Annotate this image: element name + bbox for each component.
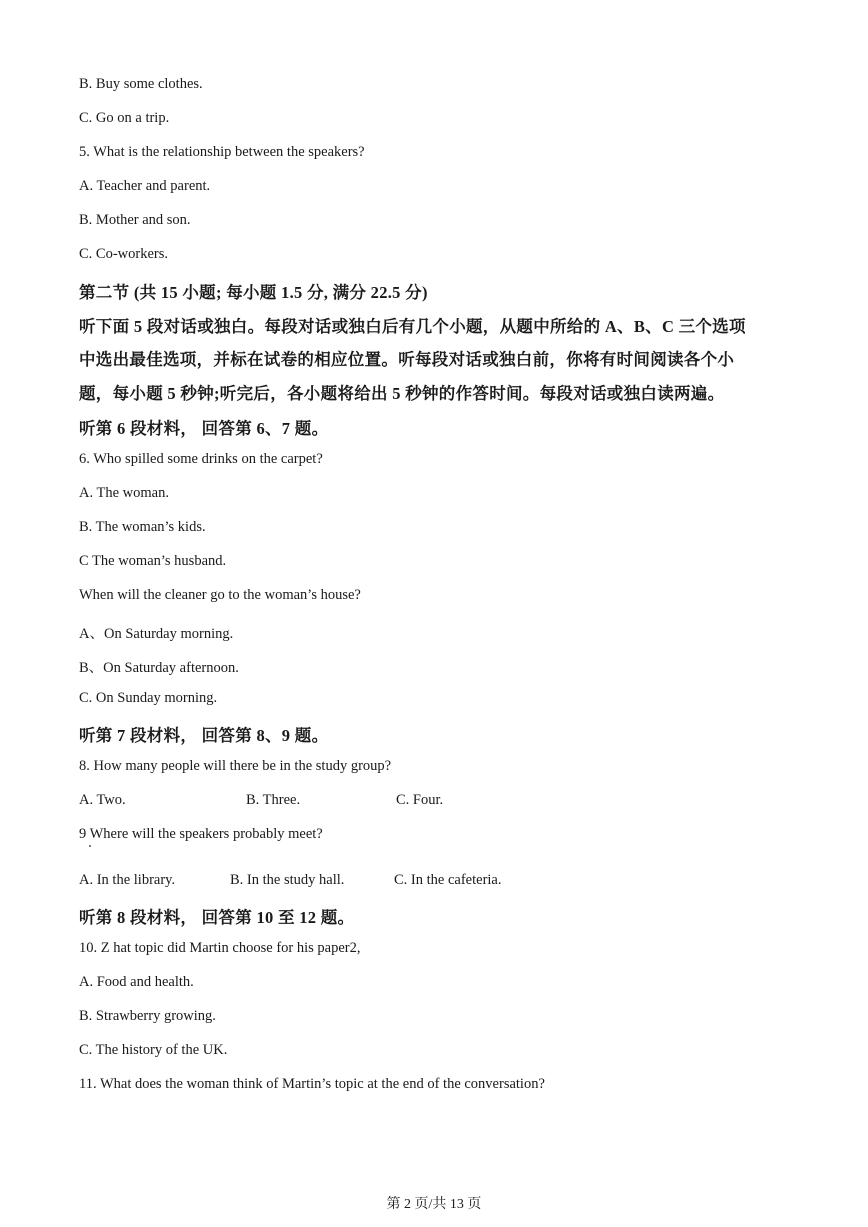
q6-option-a: A. The woman.	[79, 485, 169, 501]
q7-option-b: B、On Saturday afternoon.	[79, 660, 239, 676]
q8-option-b: B. Three.	[246, 792, 301, 808]
q8-question: 8. How many people will there be in the study group?	[79, 758, 392, 774]
material-7-heading: 听第 7 段材料， 回答第 8、9 题。	[79, 726, 329, 745]
q5-option-a: A. Teacher and parent.	[79, 178, 211, 194]
q7-option-a: A、On Saturday morning.	[79, 626, 234, 642]
q6-option-b: B. The woman’s kids.	[79, 519, 206, 535]
material-8-heading: 听第 8 段材料， 回答第 10 至 12 题。	[79, 908, 355, 927]
material-6-heading: 听第 6 段材料， 回答第 6、7 题。	[79, 419, 329, 438]
q7-option-c: C. On Sunday morning.	[79, 690, 218, 706]
q5-option-b: B. Mother and son.	[79, 212, 191, 228]
q5-option-c: C. Co-workers.	[79, 246, 169, 262]
q10-option-b: B. Strawberry growing.	[79, 1008, 216, 1024]
q8-option-a: A. Two.	[79, 792, 126, 808]
q4-option-c: C. Go on a trip.	[79, 110, 170, 126]
section-instructions-line-2: 中选出最佳选项，并标在试卷的相应位置。听每段对话或独白前，你将有时间阅读各个小	[79, 350, 735, 369]
q7-question: When will the cleaner go to the woman’s house?	[79, 587, 361, 603]
section-heading: 第二节 (共 15 小题; 每小题 1.5 分, 满分 22.5 分)	[79, 283, 428, 302]
q11-question: 11. What does the woman think of Martin’s topic at the end of the conversation?	[79, 1076, 545, 1092]
q5-question: 5. What is the relationship between the speakers?	[79, 144, 365, 160]
q6-question: 6. Who spilled some drinks on the carpet?	[79, 451, 323, 467]
q10-question: 10. Z hat topic did Martin choose for his paper2,	[79, 940, 361, 956]
page-footer: 第 2 页/共 13 页	[386, 1197, 482, 1212]
q6-option-c: C The woman’s husband.	[79, 553, 227, 569]
q9-option-b: B. In the study hall.	[230, 872, 345, 888]
q8-option-c: C. Four.	[396, 792, 444, 808]
section-instructions-line-3: 题，每小题 5 秒钟;听完后，各小题将给出 5 秒钟的作答时间。每段对话或独白读两遍。	[79, 384, 725, 403]
q10-option-c: C. The history of the UK.	[79, 1042, 228, 1058]
stray-dot	[89, 845, 91, 847]
q4-option-b: B. Buy some clothes.	[79, 76, 203, 92]
q9-option-a: A. In the library.	[79, 872, 176, 888]
q10-option-a: A. Food and health.	[79, 974, 194, 990]
q9-question: 9 Where will the speakers probably meet?	[79, 826, 323, 842]
q9-option-c: C. In the cafeteria.	[394, 872, 502, 888]
section-instructions-line-1: 听下面 5 段对话或独白。每段对话或独白后有几个小题，从题中所给的 A、B、C 三个选项	[79, 317, 746, 336]
